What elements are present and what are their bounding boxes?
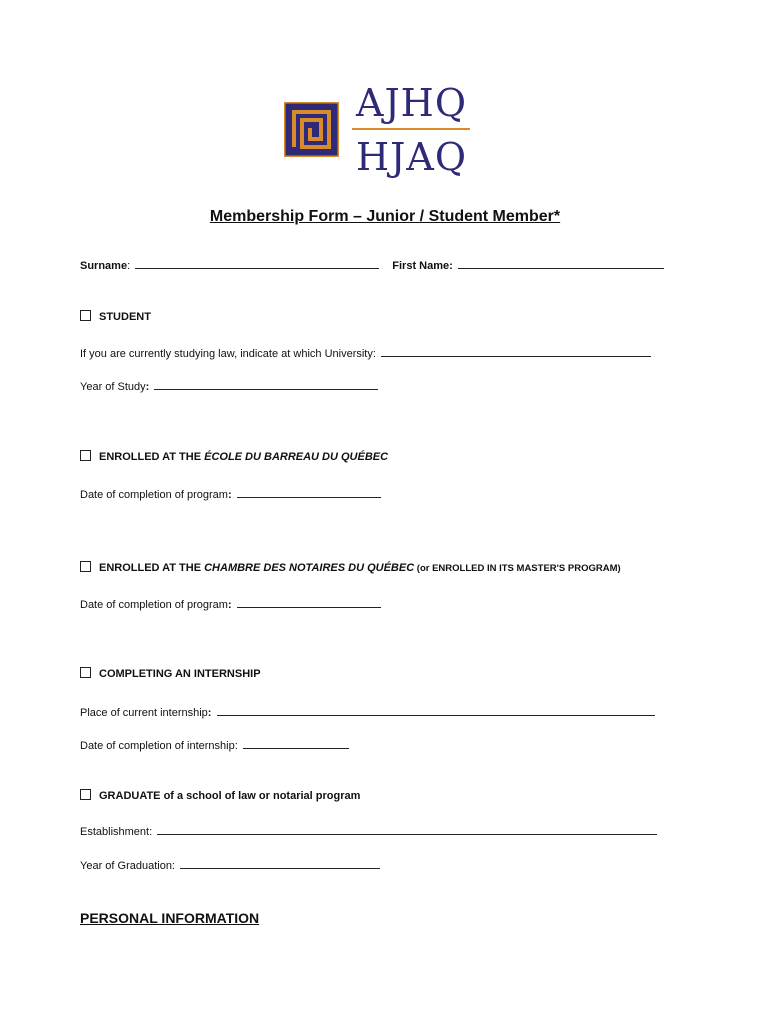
ecole-date-label: Date of completion of program <box>80 489 228 501</box>
internship-place-label: Place of current internship <box>80 707 208 719</box>
university-field[interactable] <box>381 346 651 357</box>
name-row: Surname: First Name: <box>80 258 664 272</box>
establishment-field[interactable] <box>157 824 657 835</box>
student-checkbox[interactable] <box>80 310 91 321</box>
notaires-label-prefix: ENROLLED AT THE <box>99 562 205 574</box>
internship-date-field[interactable] <box>243 738 349 749</box>
notaires-date-label: Date of completion of program <box>80 599 228 611</box>
graduate-option[interactable] <box>80 789 360 802</box>
notaires-label-name: CHAMBRE DES NOTAIRES DU QUÉBEC <box>204 562 415 574</box>
year-of-study-field[interactable] <box>154 379 378 390</box>
establishment-row <box>80 824 657 838</box>
logo-divider <box>352 128 470 130</box>
student-label: STUDENT <box>99 311 151 323</box>
logo-text-hjaq: HJAQ <box>356 135 467 179</box>
year-of-study-label: Year of Study <box>80 381 146 393</box>
university-prompt: If you are currently studying law, indicate at which University: <box>80 348 376 360</box>
internship-place-field[interactable] <box>217 705 655 716</box>
internship-label: COMPLETING AN INTERNSHIP <box>99 668 261 680</box>
internship-option[interactable] <box>80 667 261 680</box>
personal-information-heading: PERSONAL INFORMATION <box>80 910 260 926</box>
graduation-year-row <box>80 858 380 872</box>
logo-text-ajhq: AJHQ <box>356 81 467 125</box>
internship-checkbox[interactable] <box>80 667 91 678</box>
establishment-label: Establishment: <box>80 826 153 838</box>
internship-date-row <box>80 738 349 752</box>
notaires-checkbox[interactable] <box>80 561 91 572</box>
surname-field[interactable] <box>135 258 379 269</box>
surname-label: Surname <box>80 260 128 272</box>
ecole-date-field[interactable] <box>237 487 381 498</box>
graduate-label: GRADUATE of a school of law or notarial program <box>99 790 361 802</box>
internship-place-row: Place of current internship: <box>80 705 655 719</box>
ecole-option[interactable] <box>80 450 388 463</box>
first-name-label: First Name: <box>392 260 453 272</box>
logo-square-mark-icon <box>284 102 339 157</box>
graduation-year-label: Year of Graduation: <box>80 860 175 872</box>
ecole-label-name: ÉCOLE DU BARREAU DU QUÉBEC <box>204 451 389 463</box>
university-row <box>80 346 651 360</box>
internship-date-label: Date of completion of internship: <box>80 740 238 752</box>
notaires-date-field[interactable] <box>237 597 381 608</box>
form-title: Membership Form – Junior / Student Member* <box>209 208 561 225</box>
graduate-checkbox[interactable] <box>80 789 91 800</box>
notaires-option[interactable] <box>80 561 621 574</box>
ecole-checkbox[interactable] <box>80 450 91 461</box>
student-option[interactable] <box>80 310 151 323</box>
notaires-date-row: Date of completion of program: <box>80 597 381 611</box>
graduation-year-field[interactable] <box>180 858 380 869</box>
ajhq-logo <box>284 82 474 182</box>
ecole-label-prefix: ENROLLED AT THE <box>99 451 205 463</box>
year-of-study-row: Year of Study: <box>80 379 378 393</box>
ecole-date-row: Date of completion of program: <box>80 487 381 501</box>
notaires-label-suffix: (or ENROLLED IN ITS MASTER'S PROGRAM) <box>414 563 621 574</box>
first-name-field[interactable] <box>458 258 664 269</box>
